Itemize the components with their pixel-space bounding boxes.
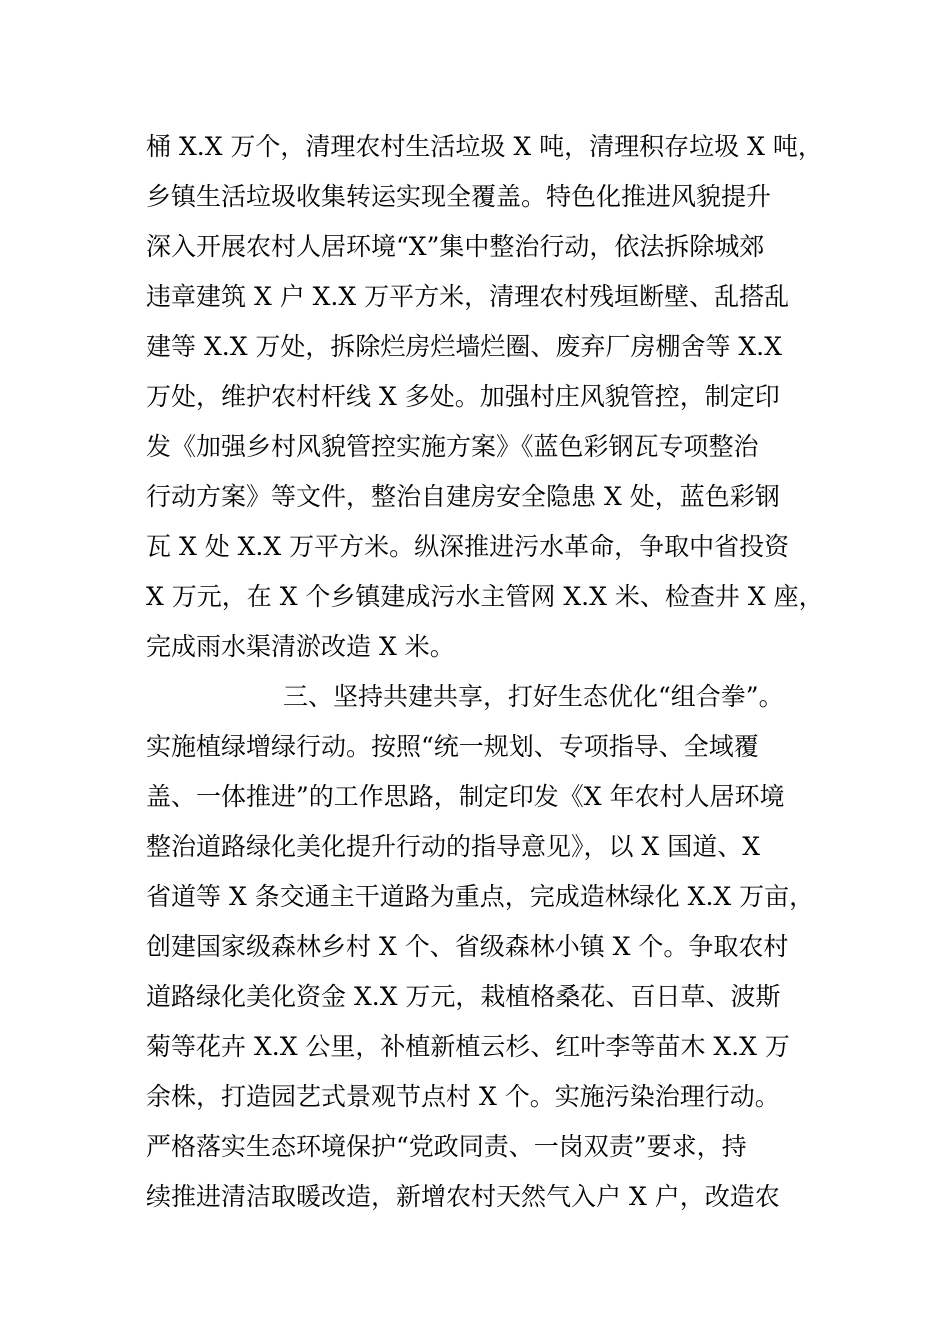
text-line: 余株，打造园艺式景观节点村 X 个。实施污染治理行动。 [146, 1082, 780, 1111]
text-line: 万处，维护农村杆线 X 多处。加强村庄风貌管控，制定印 [146, 382, 780, 411]
document-body [146, 122, 836, 1222]
section-heading: 三、坚持共建共享，打好生态优化“组合拳”。 [283, 682, 784, 711]
text-line: 深入开展农村人居环境“X”集中整治行动，依法拆除城郊 [146, 232, 765, 261]
text-line: 省道等 X 条交通主干道路为重点，完成造林绿化 X.X 万亩， [146, 882, 815, 911]
text-line: X 万元，在 X 个乡镇建成污水主管网 X.X 米、检查井 X 座， [146, 582, 824, 611]
text-line: 创建国家级森林乡村 X 个、省级森林小镇 X 个。争取农村 [146, 932, 789, 961]
text-line: 盖、一体推进”的工作思路，制定印发《X 年农村人居环境 [146, 782, 785, 811]
text-line: 行动方案》等文件，整治自建房安全隐患 X 处，蓝色彩钢 [146, 482, 780, 511]
text-line: 瓦 X 处 X.X 万平方米。纵深推进污水革命，争取中省投资 [146, 532, 790, 561]
text-line: 违章建筑 X 户 X.X 万平方米，清理农村残垣断壁、乱搭乱 [146, 282, 790, 311]
text-line: 道路绿化美化资金 X.X 万元，栽植格桑花、百日草、波斯 [146, 982, 781, 1011]
text-line: 完成雨水渠清淤改造 X 米。 [146, 632, 455, 661]
text-line: 菊等花卉 X.X 公里，补植新植云杉、红叶李等苗木 X.X 万 [146, 1032, 790, 1061]
text-line: 乡镇生活垃圾收集转运实现全覆盖。特色化推进风貌提升 [146, 182, 772, 211]
text-line: 严格落实生态环境保护“党政同责、一岗双责”要求，持 [146, 1132, 747, 1161]
text-line: 实施植绿增绿行动。按照“统一规划、专项指导、全域覆 [146, 732, 759, 761]
text-line: 续推进清洁取暖改造，新增农村天然气入户 X 户，改造农 [146, 1182, 780, 1211]
text-line: 桶 X.X 万个，清理农村生活垃圾 X 吨，清理积存垃圾 X 吨， [146, 132, 823, 161]
text-line: 建等 X.X 万处，拆除烂房烂墙烂圈、废弃厂房棚舍等 X.X [146, 332, 782, 361]
text-line: 整治道路绿化美化提升行动的指导意见》，以 X 国道、X [146, 832, 760, 861]
text-line: 发《加强乡村风貌管控实施方案》《蓝色彩钢瓦专项整治 [146, 432, 759, 461]
